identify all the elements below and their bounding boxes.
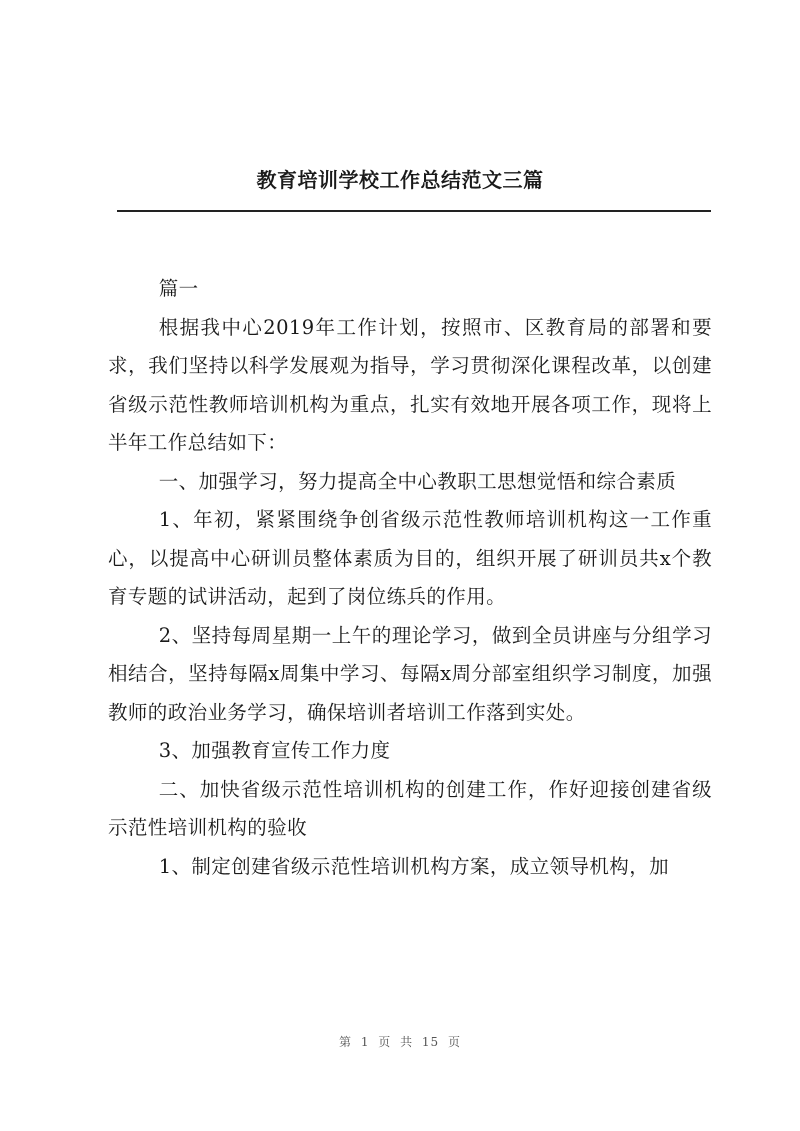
paragraph: 1、制定创建省级示范性培训机构方案，成立领导机构，加	[158, 854, 669, 878]
paragraph: 根据我中心2019年工作计划，按照市、区教育局的部署和要求，我们坚持以科学发展观为指导，学习贯彻深化课程改革，以创建省级示范性教师培训机构为重点，扎实有效地开展各项工作，现将上半年工作总结如下：	[108, 315, 712, 454]
page-footer: 第 1 页 共 15 页	[339, 1035, 461, 1049]
title-divider	[117, 210, 711, 212]
paragraph: 1、年初，紧紧围绕争创省级示范性教师培训机构这一工作重心，以提高中心研训员整体素质为目的，组织开展了研训员共x个教育专题的试讲活动，起到了岗位练兵的作用。	[108, 508, 712, 608]
document-body	[108, 270, 712, 886]
paragraph: 二、加快省级示范性培训机构的创建工作，作好迎接创建省级示范性培训机构的验收	[108, 777, 712, 839]
paragraph: 2、坚持每周星期一上午的理论学习，做到全员讲座与分组学习相结合，坚持每隔x周集中学习、每隔x周分部室组织学习制度，加强教师的政治业务学习，确保培训者培训工作落到实处。	[108, 623, 712, 724]
section-heading: 篇一	[158, 277, 199, 300]
document-title: 教育培训学校工作总结范文三篇	[256, 168, 544, 192]
paragraph: 3、加强教育宣传工作力度	[158, 739, 391, 762]
paragraph: 一、加强学习，努力提高全中心教职工思想觉悟和综合素质	[158, 469, 677, 493]
